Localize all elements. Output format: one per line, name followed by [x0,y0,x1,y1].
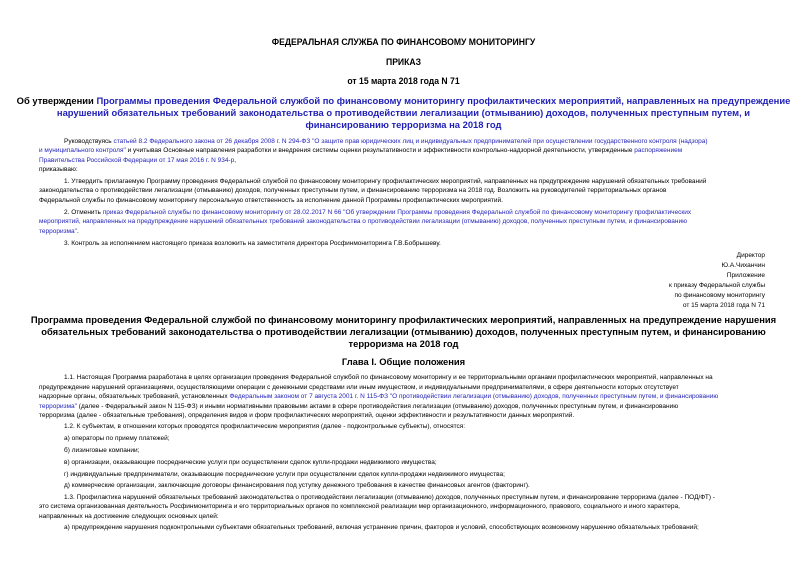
doc-type: ПРИКАЗ [386,57,421,67]
p11-line-3 [39,392,718,402]
order-title-link[interactable]: Программы проведения Федеральной службой по финансовому мониторингу профилактических мероприятий, направленных на предупреждение [96,96,791,107]
goal-a: а) предупреждение нарушения подконтрольными субъектами обязательных требований, включая устранение причин, факторов и условий, способствующих возможному нарушению обязательных требований; [64,524,699,531]
order-66-link-end[interactable]: терроризма" [39,228,77,235]
signature-name: Ю.А.Чиханчин [721,262,765,269]
order-verb: приказываю: [39,166,78,173]
preamble-text: Руководствуясь [64,138,114,145]
order-title-link-line3[interactable]: финансированию терроризма на 2018 год [305,120,502,131]
order-title-link-line2[interactable]: нарушений обязательных требований законодательства о противодействии легализации (отмыванию) доходов, полученных преступным путем, и [56,108,751,119]
signature-position: Директор [736,252,765,259]
order-66-link-cont[interactable]: мероприятий, направленных на предупреждение нарушений обязательных требований законодательства о противодействии легализации (отмыванию) доходов, полученных преступным путем, и финансированию [39,218,687,225]
program-title-line-2: обязательных требований законодательства о противодействии легализации (отмыванию) доходов, полученных преступным путем, и финансированию [41,327,766,338]
p13-line-1: 1.3. Профилактика нарушений обязательных требований законодательства о противодействии легализации (отмыванию) доходов, полученных преступным путем, и финансирование терроризма (далее - ПОД/ФТ) - [64,494,715,501]
appendix-service: по финансовому мониторингу [674,292,765,299]
item-1-line-2: законодательства о противодействии легализации (отмыванию) доходов, полученных преступным путем, и финансированию терроризма на 2018 год. Возложить на руководителей территориальных органов [39,187,667,194]
subject-g: г) индивидуальные предприниматели, оказывающие посреднические услуги при осуществлении сделок купли-продажи недвижимого имущества; [64,471,505,478]
p11-line-1: 1.1. Настоящая Программа разработана в целях организации проведения Федеральной службой по финансовому мониторингу и ее территориальными органами профилактических мероприятий, направленных на [64,374,713,381]
preamble-text: и учитывая Основные направления разработки и внедрения системы оценки результативности и эффективности контрольно-надзорной деятельности, утвержденные [125,147,635,154]
agency-name: ФЕДЕРАЛЬНАЯ СЛУЖБА ПО ФИНАНСОВОМУ МОНИТОРИНГУ [271,37,536,47]
law-115-link[interactable]: Федеральным законом от 7 августа 2001 г. N 115-ФЗ "О противодействии легализации (отмыванию) доходов, полученных преступным путем, и финансированию [229,393,719,400]
order-title [9,96,799,108]
directive-link[interactable]: распоряжением [634,147,683,154]
p12: 1.2. К субъектам, в отношении которых проводятся профилактические мероприятия (далее - подконтрольные субъекты), относятся: [64,423,466,430]
preamble-line-2 [39,146,682,156]
law-294-link[interactable]: статьей 8.2 Федерального закона от 26 декабря 2008 г. N 294-ФЗ "О защите прав юридических лиц и индивидуальных предпринимателей при осуществлении государственного контроля (надзора) [113,138,708,145]
p11-line-2: предупреждение нарушений организациями, осуществляющими операции с денежными средствами или иным имуществом, и индивидуальными предпринимателями, в сфере деятельности которых отсутствует [39,384,679,391]
item-1-line-1: 1. Утвердить прилагаемую Программу проведения Федеральной службой по финансовому мониторингу профилактических мероприятий, направленных на предупреждение нарушений обязательных требований [64,178,707,185]
subject-a: а) операторы по приему платежей; [64,435,170,442]
appendix-to-order: к приказу Федеральной службы [669,282,765,289]
program-title-line-3: терроризма на 2018 год [348,339,459,350]
item-2-line-3 [39,227,79,237]
p13-line-2: это система организованная деятельность Росфинмониторинга и его территориальных органов по комплексной реализации мер организационного, информационного, правового, социального и иного характера, [39,503,680,510]
p13-line-3: направленных на достижение следующих основных целей: [39,513,219,520]
p11-line-5: терроризма (далее - обязательные требования), определения видов и форм профилактических мероприятий, оценки эффективности и результативности данных мероприятий. [39,412,575,419]
program-title-line-1: Программа проведения Федеральной службой по финансовому мониторингу профилактических мероприятий, направленных на предупреждение нарушения [30,315,777,326]
p11-text: надзорные органы, обязательных требований, установленных [39,393,230,400]
law-115-link-end[interactable]: терроризма" [39,403,77,410]
order-date: от 15 марта 2018 года N 71 [347,76,460,86]
item-3: 3. Контроль за исполнением настоящего приказа возложить на заместителя директора Росфинмониторинга Г.В.Бобрышеву. [64,240,441,247]
preamble-text: , [234,157,237,164]
order-66-link[interactable]: приказ Федеральной службы по финансовому мониторингу от 28.02.2017 N 66 "Об утверждении Программы проведения Федеральной службой по финансовому мониторингу профилактических [102,209,692,216]
item-2-text: 2. Отменить [64,209,103,216]
directive-link-cont[interactable]: Правительства Российской Федерации от 17 мая 2016 г. N 934-р [39,157,235,164]
appendix-label: Приложение [726,272,765,279]
p11-text: (далее - Федеральный закон N 115-ФЗ) и иными нормативными правовыми актами в сфере противодействия легализации (отмыванию) доходов, полученных преступным путем, и финансированию [76,403,679,410]
item-1-line-3: Федеральной службы по финансовому мониторингу персональную ответственность за исполнение данной Программы профилактических мероприятий. [39,197,503,204]
subject-b: б) лизинговые компании; [64,447,140,454]
appendix-date: от 15 марта 2018 года N 71 [682,302,765,309]
item-2-text: . [76,228,79,235]
subject-d: д) коммерческие организации, заключающие договоры финансирования под уступку денежного требования в качестве финансовых агентов (факторинг). [64,482,530,489]
subject-v: в) организации, оказывающие посреднические услуги при осуществлении сделок купли-продажи недвижимого имущества; [64,459,437,466]
law-294-link-cont[interactable]: и муниципального контроля" [39,147,126,154]
order-title-prefix: Об утверждении [16,96,94,107]
chapter-heading: Глава I. Общие положения [341,357,466,368]
